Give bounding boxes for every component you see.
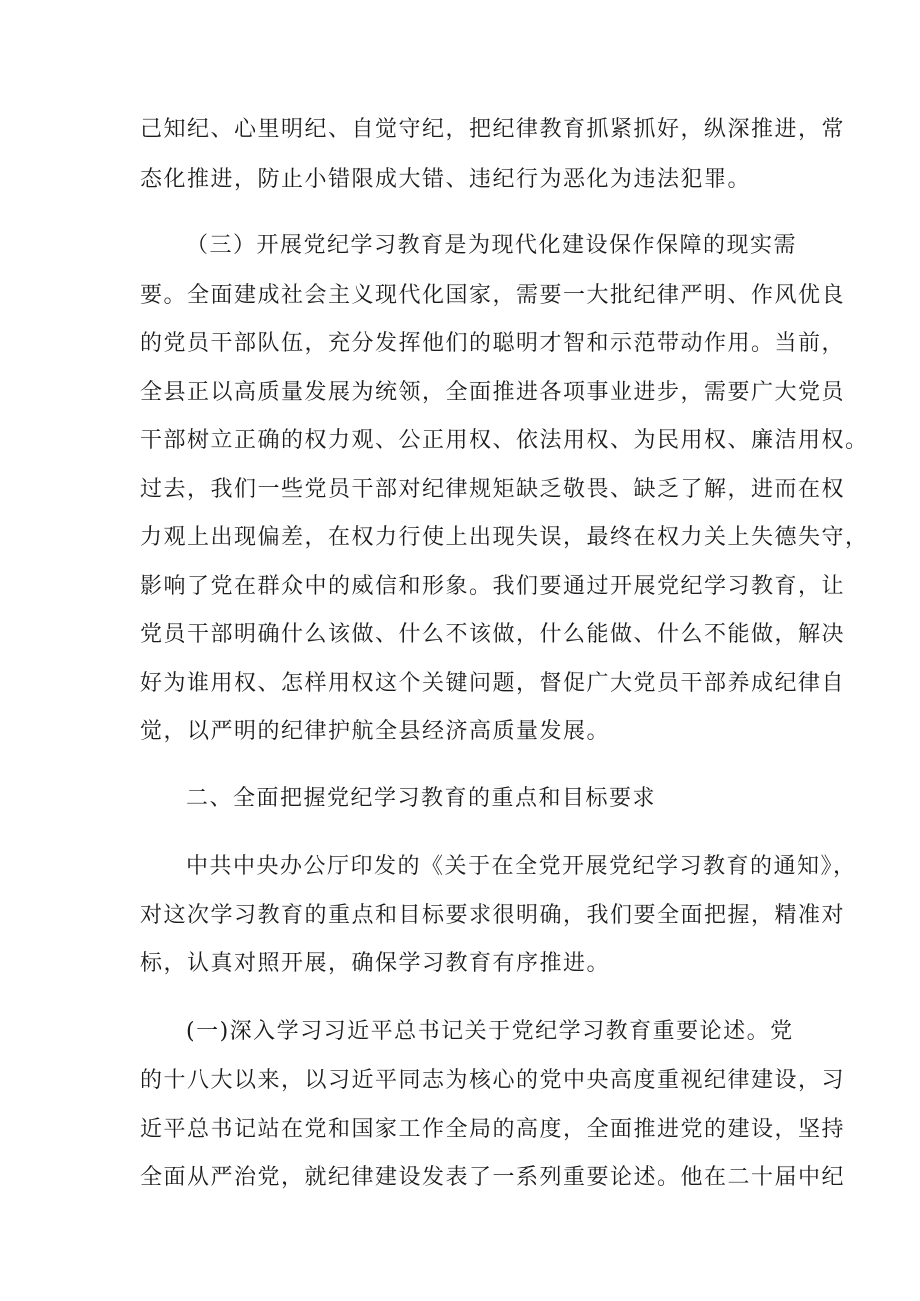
paragraph-2-line-4: 全县正以高质量发展为统领，全面推进各项事业进步，需要广大党员 bbox=[140, 380, 846, 405]
paragraph-3-line-1: 中共中央办公厅印发的《关于在全党开展党纪学习教育的通知》， bbox=[186, 854, 857, 879]
paragraph-1-line-2: 态化推进，防止小错限成大错、违纪行为恶化为违法犯罪。 bbox=[140, 167, 752, 192]
paragraph-1-line-1: 己知纪、心里明纪、自觉守纪，把纪律教育抓紧抓好，纵深推进，常 bbox=[140, 117, 846, 142]
paragraph-2-line-2: 要。全面建成社会主义现代化国家，需要一大批纪律严明、作风优良 bbox=[140, 283, 846, 308]
paragraph-2-line-7: 力观上出现偏差，在权力行使上出现失误，最终在权力关上失德失守， bbox=[140, 525, 869, 550]
paragraph-4-line-4: 全面从严治党，就纪律建设发表了一系列重要论述。他在二十届中纪 bbox=[140, 1165, 846, 1190]
paragraph-2-line-6: 过去，我们一些党员干部对纪律规矩缺乏敬畏、缺乏了解，进而在权 bbox=[140, 477, 846, 502]
paragraph-2-line-3: 的党员干部队伍，充分发挥他们的聪明才智和示范带动作用。当前， bbox=[140, 331, 846, 356]
paragraph-4-line-1: (一)深入学习习近平总书记关于党纪学习教育重要论述。党 bbox=[186, 1019, 794, 1044]
paragraph-4-line-3: 近平总书记站在党和国家工作全局的高度，全面推进党的建设，坚持 bbox=[140, 1117, 846, 1142]
paragraph-3-line-2: 对这次学习教育的重点和目标要求很明确，我们要全面把握，精准对 bbox=[140, 903, 846, 928]
paragraph-2-line-8: 影响了党在群众中的威信和形象。我们要通过开展党纪学习教育，让 bbox=[140, 574, 846, 599]
paragraph-4-line-2: 的十八大以来，以习近平同志为核心的党中央高度重视纪律建设，习 bbox=[140, 1068, 846, 1093]
section-heading: 二、全面把握党纪学习教育的重点和目标要求 bbox=[186, 786, 657, 811]
paragraph-3-line-3: 标，认真对照开展，确保学习教育有序推进。 bbox=[140, 951, 611, 976]
paragraph-2-line-11: 觉，以严明的纪律护航全县经济高质量发展。 bbox=[140, 719, 611, 744]
paragraph-2-line-9: 党员干部明确什么该做、什么不该做，什么能做、什么不能做，解决 bbox=[140, 622, 846, 647]
paragraph-2-line-10: 好为谁用权、怎样用权这个关键问题，督促广大党员干部养成纪律自 bbox=[140, 671, 846, 696]
paragraph-2-line-5: 干部树立正确的权力观、公正用权、依法用权、为民用权、廉洁用权。 bbox=[140, 428, 869, 453]
paragraph-2-line-1: （三）开展党纪学习教育是为现代化建设保作保障的现实需 bbox=[186, 233, 798, 258]
